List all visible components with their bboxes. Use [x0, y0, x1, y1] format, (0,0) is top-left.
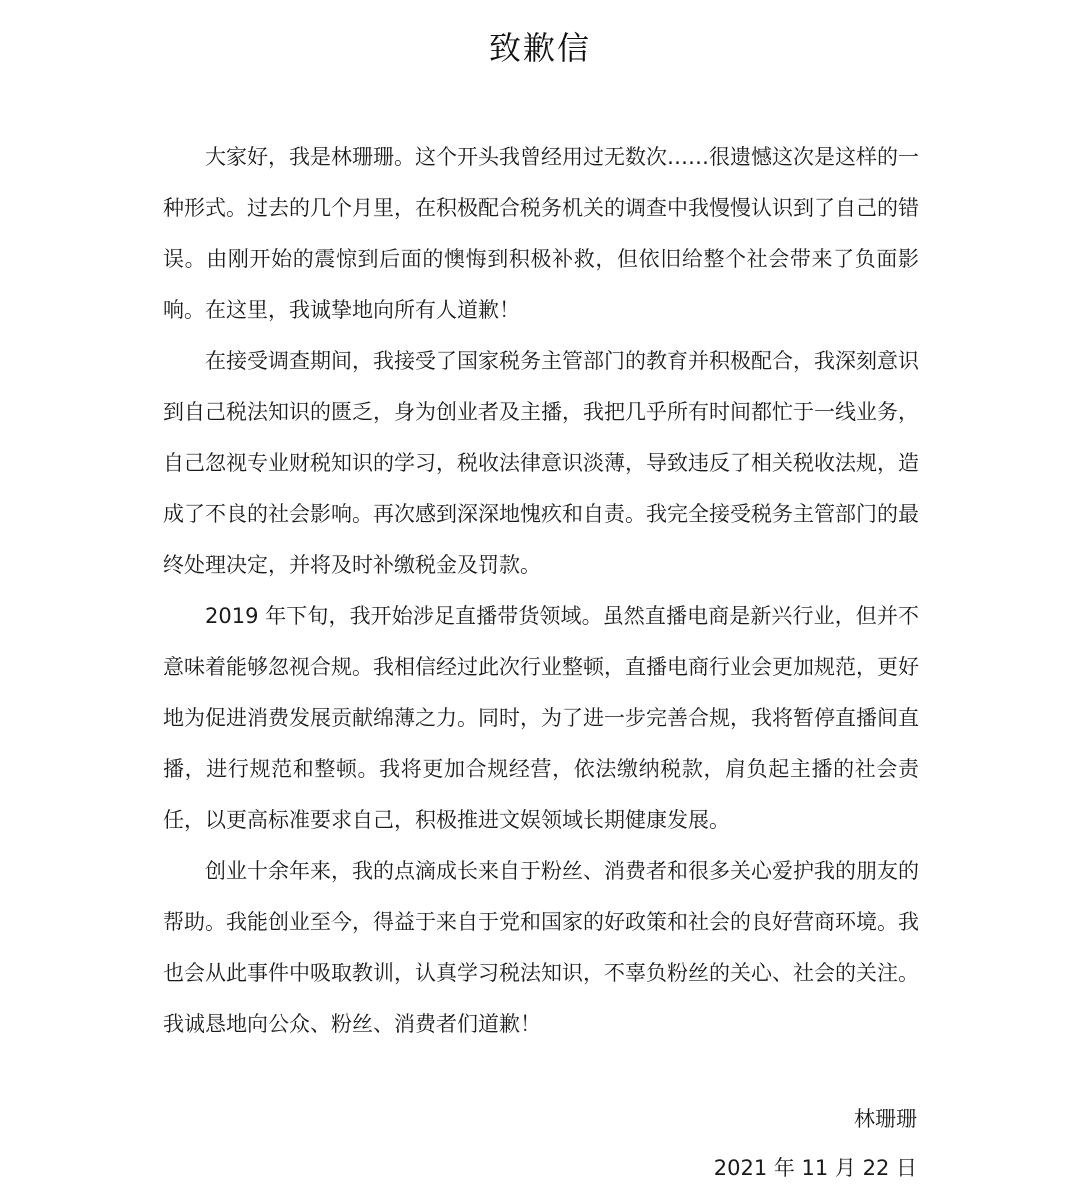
- paragraph-1: 大家好，我是林珊珊。这个开头我曾经用过无数次……很遗憾这次是这样的一种形式。过去的几个月里，在积极配合税务机关的调查中我慢慢认识到了自己的错误。由刚开始的震惊到后面的懊悔到积极补救，但依旧给整个社会带来了负面影响。在这里，我诚挚地向所有人道歉！: [163, 145, 919, 322]
- paragraph-4: 创业十余年来，我的点滴成长来自于粉丝、消费者和很多关心爱护我的朋友的帮助。我能创业至今，得益于来自于党和国家的好政策和社会的良好营商环境。我也会从此事件中吸取教训，认真学习税法知识，不辜负粉丝的关心、社会的关注。我诚恳地向公众、粉丝、消费者们道歉！: [163, 859, 919, 1036]
- paragraph-2: 在接受调查期间，我接受了国家税务主管部门的教育并积极配合，我深刻意识到自己税法知识的匮乏，身为创业者及主播，我把几乎所有时间都忙于一线业务，自己忽视专业财税知识的学习，税收法律意识淡薄，导致违反了相关税收法规，造成了不良的社会影响。再次感到深深地愧疚和自责。我完全接受税务主管部门的最终处理决定，并将及时补缴税金及罚款。: [163, 349, 919, 577]
- letter-title: 致歉信: [488, 29, 591, 67]
- signature-name: 林珊珊: [854, 1107, 917, 1131]
- paragraph-3: 2019 年下旬，我开始涉足直播带货领域。虽然直播电商是新兴行业，但并不意味着能够忽视合规。我相信经过此次行业整顿，直播电商行业会更加规范，更好地为促进消费发展贡献绵薄之力。同时，为了进一步完善合规，我将暂停直播间直播，进行规范和整顿。我将更加合规经营，依法缴纳税款，肩负起主播的社会责任，以更高标准要求自己，积极推进文娱领域长期健康发展。: [163, 604, 919, 832]
- letter-body: [163, 132, 919, 1050]
- signature-date: 2021 年 11 月 22 日: [713, 1156, 917, 1180]
